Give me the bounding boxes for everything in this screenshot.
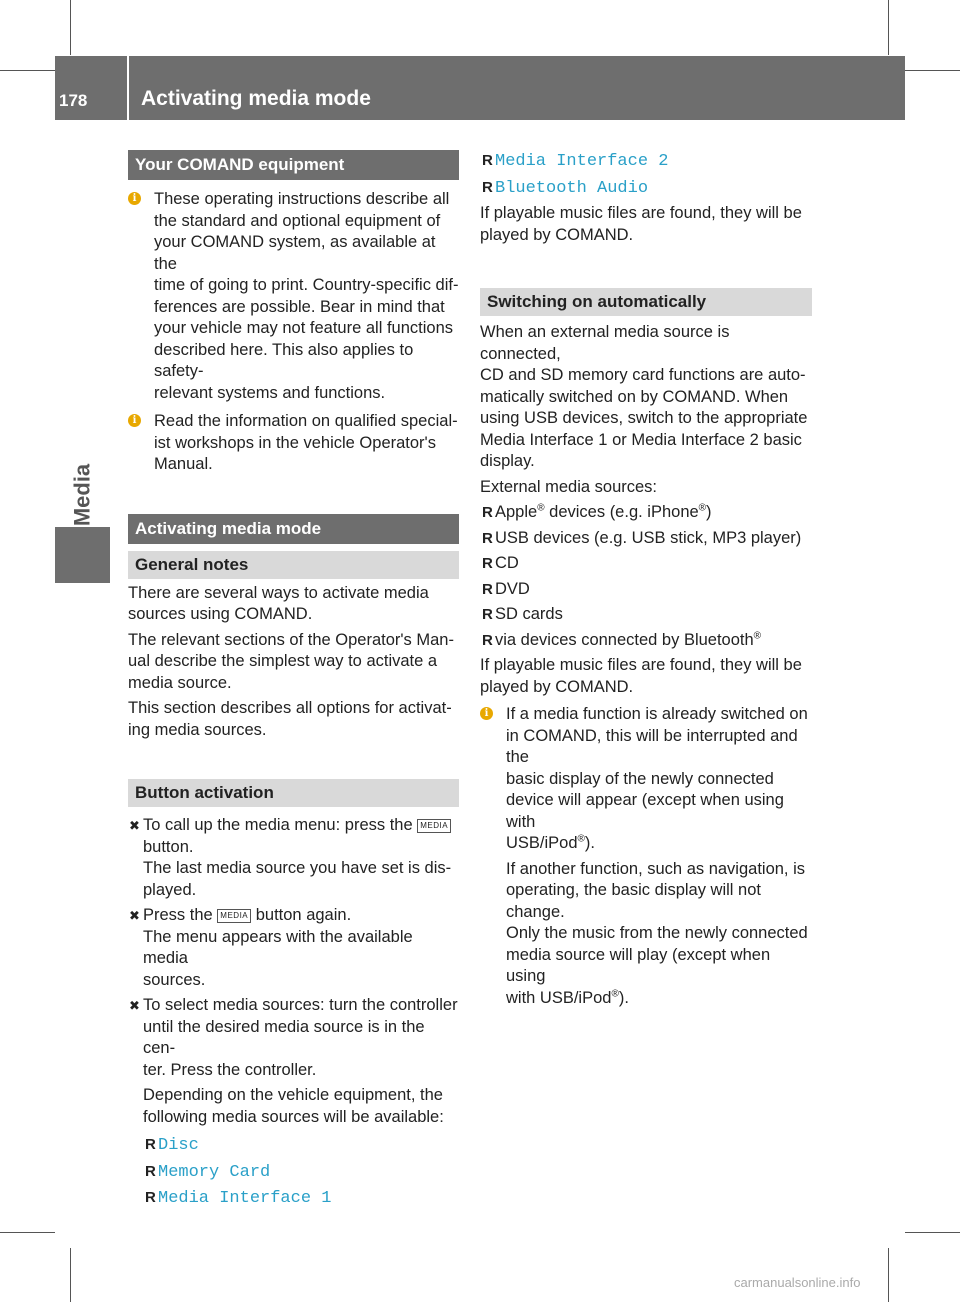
crop-mark [888,1248,889,1302]
external-sources-label: External media sources: [480,477,657,496]
text-line: described here. This also applies to safety- [154,340,414,380]
general-paragraph [128,630,459,695]
text-line: If a media function is already switched on [506,705,808,723]
button-activation-heading: Button activation [128,779,459,807]
text-line: played. [143,880,197,899]
crop-mark [888,0,889,55]
text-line: device will appear (except when using with [506,791,784,831]
info-note [128,189,459,404]
text-line: ferences are possible. Bear in mind that [154,297,445,316]
media-button-icon: MEDIA [417,819,451,833]
text-line: media source. [128,673,232,692]
text-line: To select media sources: turn the controller [143,996,458,1014]
step-arrow-icon: ✖ [129,818,140,833]
crop-mark [0,70,55,71]
text-line: your vehicle may not feature all functions [154,319,453,337]
left-column [128,150,459,1214]
general-notes-heading: General notes [128,551,459,579]
text-line: operating, the basic display will not change. [506,881,761,921]
media-button-icon: MEDIA [217,909,251,923]
instruction-step: ✖ To call up the media menu: press the MEDIA button. The last media source you have set is dis- played. [128,815,459,901]
side-tab-marker [55,527,110,583]
equipment-heading: Your COMAND equipment [128,150,459,180]
found-paragraph [480,655,812,698]
text-line: This section describes all options for activat- [128,699,452,717]
info-icon: i [128,414,141,427]
text-line: ist workshops in the vehicle Operator's [154,433,436,452]
side-tab-label: Media [69,463,95,527]
text-line: The last media source you have set is dis- [143,859,452,877]
media-source-item: R Media Interface 2 [482,152,669,171]
text-line: There are several ways to activate media [128,583,429,602]
text-line: Only the music from the newly connected [506,924,808,942]
media-source-item: R Media Interface 1 [145,1189,332,1208]
text-line: the standard and optional equipment of [154,211,441,230]
text-line: If playable music files are found, they will be [480,204,802,222]
media-source-list [143,1134,459,1210]
header-divider [127,56,129,120]
media-source-item: R Disc [145,1136,199,1155]
text-line: ter. Press the controller. [143,1060,317,1079]
crop-mark [905,1232,960,1233]
watermark: carmanualsonline.info [734,1275,861,1290]
text-line: If another function, such as navigation, is [506,859,806,878]
text-line: using USB devices, switch to the appropriate [480,409,808,427]
text-line: These operating instructions describe all [154,190,450,208]
crop-mark [70,0,71,55]
text-line: If playable music files are found, they will be [480,656,802,674]
list-item: R DVD [482,579,530,598]
text-line: sources using COMAND. [128,605,313,623]
text-line: played by COMAND. [480,225,634,244]
text-line: Read the information on qualified special- [154,412,458,430]
switching-heading: Switching on automatically [480,288,812,316]
text-line: Media Interface 1 or Media Interface 2 basic [480,430,802,449]
text-line: The relevant sections of the Operator's Man- [128,630,454,649]
list-item: R USB devices (e.g. USB stick, MP3 player) [482,528,802,547]
text-line: your COMAND system, as available at the [154,233,436,273]
section-heading: Activating media mode [128,514,459,544]
text-line: until the desired media source is in the cen- [143,1017,425,1057]
step-arrow-icon: ✖ [129,908,140,923]
media-source-item: R Memory Card [145,1162,271,1182]
auto-paragraph [480,322,812,473]
right-column [480,150,812,1009]
info-note: i If a media function is already switched on in COMAND, this will be interrupted and the basic display of the newly connected device will appear (except when using with USB/iPod®). If another function, such as navigation, is operating, the basic display will not change. Only the music from the newly connected media source will play (except when using with USB/iPod®). [480,704,812,1009]
crop-mark [905,70,960,71]
general-paragraph [128,583,459,626]
text-line: following media sources will be available: [143,1107,444,1126]
page-title: Activating media mode [141,87,371,110]
list-item: R Apple® devices (e.g. iPhone®) [482,502,712,521]
step-arrow-icon: ✖ [129,998,140,1013]
instruction-step [128,995,459,1210]
text-line: When an external media source is connected, [480,323,730,363]
text-line: played by COMAND. [480,677,634,696]
crop-mark [0,1232,55,1233]
media-source-item: R Bluetooth Audio [482,178,649,198]
text-line: ing media sources. [128,720,267,739]
text-line: basic display of the newly connected [506,769,774,788]
text-line: media source will play (except when using [506,945,771,985]
crop-mark [70,1248,71,1302]
text-line: button. [143,837,194,856]
info-icon: i [480,707,493,720]
text-line: The menu appears with the available media [143,927,413,967]
text-line: Manual. [154,455,213,473]
text-line: display. [480,452,535,470]
info-note [128,411,459,476]
general-paragraph [128,698,459,741]
list-item: R CD [482,554,519,572]
found-paragraph [480,203,812,246]
media-source-list [480,150,812,199]
list-item: R via devices connected by Bluetooth® [482,630,762,649]
text-line: CD and SD memory card functions are auto- [480,366,806,384]
text-line: in COMAND, this will be interrupted and the [506,726,798,766]
instruction-step: ✖ Press the MEDIA button again. The menu appears with the available media sources. [128,905,459,991]
text-line: ual describe the simplest way to activate a [128,652,438,670]
page-number: 178 [59,91,88,110]
text-line: matically switched on by COMAND. When [480,387,789,406]
text-line: relevant systems and functions. [154,383,386,402]
list-item: R SD cards [482,605,563,623]
text-line: Depending on the vehicle equipment, the [143,1086,443,1104]
text-line: time of going to print. Country-specific dif- [154,276,459,294]
text-line: sources. [143,970,206,989]
info-icon: i [128,192,141,205]
